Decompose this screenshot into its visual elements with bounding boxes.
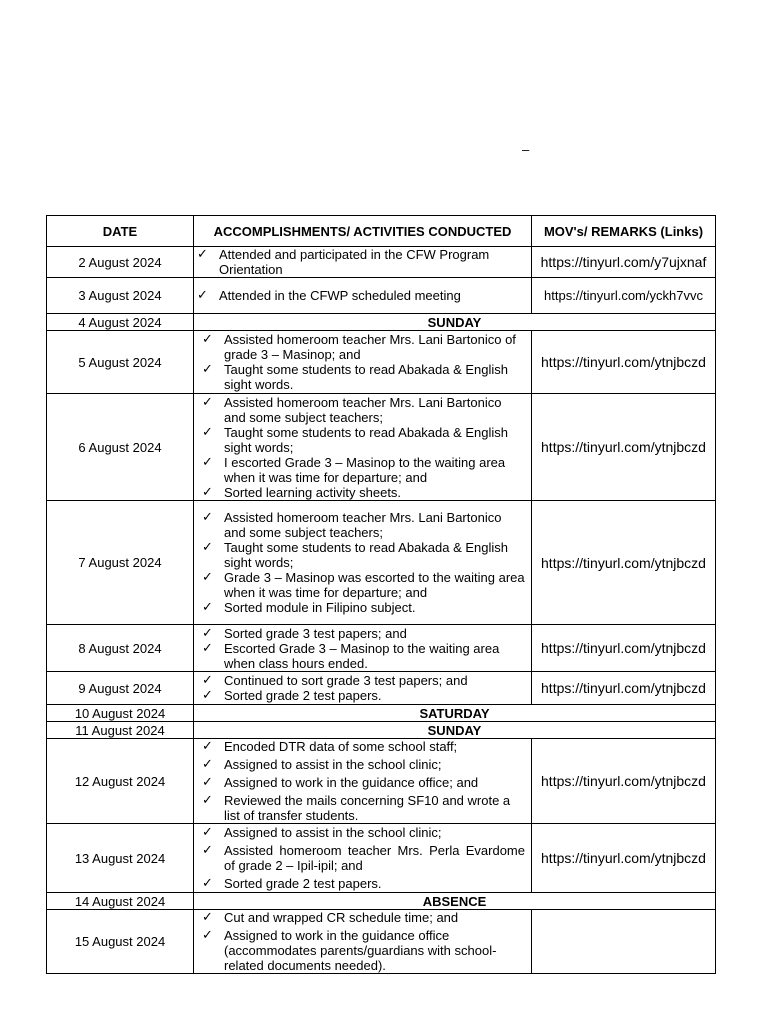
activity-item: ✓ Continued to sort grade 3 test papers; and [224, 673, 525, 688]
row-date: 2 August 2024 [47, 247, 194, 278]
row-activities [194, 739, 532, 824]
activity-item: ✓ Assisted homeroom teacher Mrs. Lani Bartonico and some subject teachers; [224, 395, 525, 425]
mov-link[interactable] [532, 910, 716, 974]
table-header-row [47, 216, 716, 247]
activity-item: ✓ I escorted Grade 3 – Masinop to the waiting area when it was time for departure; and [224, 455, 525, 485]
row-date: 15 August 2024 [47, 910, 194, 974]
activity-item: ✓ Assigned to assist in the school clinic; [224, 825, 525, 840]
row-activities [194, 278, 532, 314]
day-note: SUNDAY [194, 314, 716, 331]
activities-column-header: ACCOMPLISHMENTS/ ACTIVITIES CONDUCTED [194, 216, 532, 247]
mov-link[interactable]: https://tinyurl.com/ytnjbczd [532, 824, 716, 893]
mov-link[interactable]: https://tinyurl.com/ytnjbczd [532, 625, 716, 672]
activity-item: ✓ Taught some students to read Abakada & English sight words; [224, 540, 525, 570]
row-date: 7 August 2024 [47, 501, 194, 625]
row-date: 5 August 2024 [47, 331, 194, 394]
activity-item: ✓ Sorted grade 2 test papers. [224, 688, 525, 703]
table-row [47, 705, 716, 722]
row-activities [194, 910, 532, 974]
activity-item: ✓ Assigned to assist in the school clinic; [224, 757, 525, 772]
table-row [47, 278, 716, 314]
table-row [47, 501, 716, 625]
table-row [47, 625, 716, 672]
table-row [47, 824, 716, 893]
activity-item: ✓ Encoded DTR data of some school staff; [224, 739, 525, 754]
table-row [47, 739, 716, 824]
header-dash: – [522, 142, 530, 157]
day-note: SATURDAY [194, 705, 716, 722]
activity-item: ✓ Taught some students to read Abakada & English sight words. [224, 362, 525, 392]
activity-item: ✓ Assisted homeroom teacher Mrs. Lani Bartonico and some subject teachers; [224, 510, 525, 540]
row-date: 10 August 2024 [47, 705, 194, 722]
activity-item: ✓ Sorted grade 3 test papers; and [224, 626, 525, 641]
row-activities [194, 394, 532, 501]
row-activities [194, 331, 532, 394]
mov-link[interactable]: https://tinyurl.com/ytnjbczd [532, 672, 716, 705]
activity-item: ✓ Cut and wrapped CR schedule time; and [224, 910, 525, 925]
table-row [47, 672, 716, 705]
row-date: 13 August 2024 [47, 824, 194, 893]
table-row [47, 893, 716, 910]
table-row [47, 247, 716, 278]
row-activities [194, 501, 532, 625]
row-date: 14 August 2024 [47, 893, 194, 910]
table-row [47, 314, 716, 331]
activity-item: ✓ Reviewed the mails concerning SF10 and wrote a list of transfer students. [224, 793, 525, 823]
activity-item: ✓ Assisted homeroom teacher Mrs. Lani Bartonico of grade 3 – Masinop; and [224, 332, 525, 362]
movs-column-header: MOV's/ REMARKS (Links) [532, 216, 716, 247]
activity-item: ✓ Assisted homeroom teacher Mrs. Perla Evardome of grade 2 – Ipil-ipil; and [224, 843, 525, 873]
row-activities [194, 672, 532, 705]
row-activities [194, 625, 532, 672]
activity-item: ✓ Assigned to work in the guidance office; and [224, 775, 525, 790]
row-date: 12 August 2024 [47, 739, 194, 824]
table-row [47, 910, 716, 974]
row-date: 8 August 2024 [47, 625, 194, 672]
activity-item: ✓ Sorted module in Filipino subject. [224, 600, 525, 615]
table-row [47, 722, 716, 739]
day-note: ABSENCE [194, 893, 716, 910]
accomplishment-table [46, 215, 716, 974]
mov-link[interactable]: https://tinyurl.com/ytnjbczd [532, 501, 716, 625]
activity-item: ✓ Attended in the CFWP scheduled meeting [219, 288, 525, 303]
day-note: SUNDAY [194, 722, 716, 739]
row-date: 6 August 2024 [47, 394, 194, 501]
activity-item: ✓ Sorted learning activity sheets. [224, 485, 525, 500]
row-date: 9 August 2024 [47, 672, 194, 705]
activity-item: ✓ Escorted Grade 3 – Masinop to the waiting area when class hours ended. [224, 641, 525, 671]
mov-link[interactable]: https://tinyurl.com/ytnjbczd [532, 331, 716, 394]
row-activities [194, 824, 532, 893]
activity-item: ✓ Grade 3 – Masinop was escorted to the waiting area when it was time for departure; and [224, 570, 525, 600]
mov-link[interactable]: https://tinyurl.com/yckh7vvc [532, 278, 716, 314]
row-date: 11 August 2024 [47, 722, 194, 739]
mov-link[interactable]: https://tinyurl.com/ytnjbczd [532, 739, 716, 824]
table-row [47, 331, 716, 394]
row-date: 3 August 2024 [47, 278, 194, 314]
mov-link[interactable]: https://tinyurl.com/y7ujxnaf [532, 247, 716, 278]
mov-link[interactable]: https://tinyurl.com/ytnjbczd [532, 394, 716, 501]
activity-item: ✓ Attended and participated in the CFW Program Orientation [219, 247, 525, 277]
activity-item: ✓ Assigned to work in the guidance office (accommodates parents/guardians with school-related documents needed). [224, 928, 525, 973]
row-date: 4 August 2024 [47, 314, 194, 331]
row-activities [194, 247, 532, 278]
activity-item: ✓ Taught some students to read Abakada & English sight words; [224, 425, 525, 455]
date-column-header: DATE [47, 216, 194, 247]
activity-item: ✓ Sorted grade 2 test papers. [224, 876, 525, 891]
table-row [47, 394, 716, 501]
